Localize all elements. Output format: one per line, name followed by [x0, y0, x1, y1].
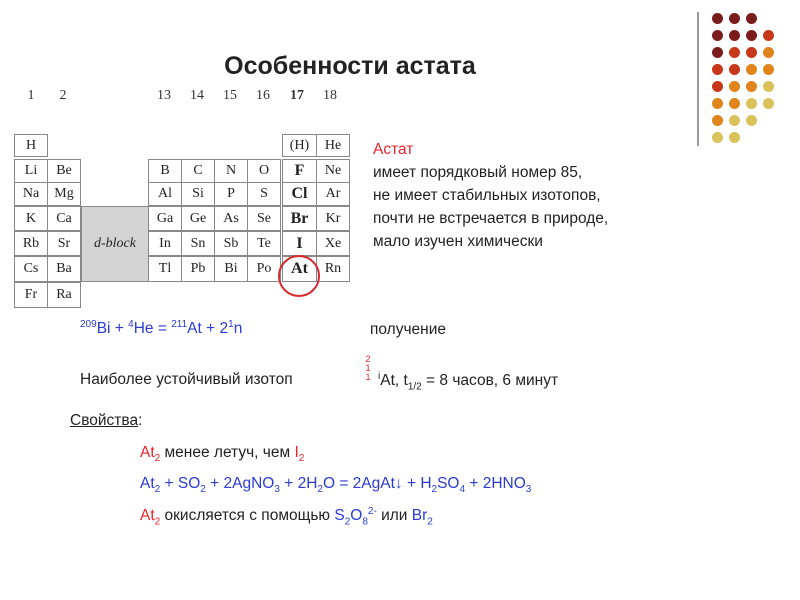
- term: + 2AgNO: [205, 475, 275, 492]
- subscript: 2: [427, 516, 433, 528]
- subscript: 1/2: [407, 381, 422, 393]
- group-number: 13: [157, 88, 171, 103]
- decor-dot: [746, 47, 757, 58]
- subscript: 2: [298, 453, 305, 465]
- decor-dot: [729, 30, 740, 41]
- symbol: n: [233, 320, 243, 338]
- properties-heading: [70, 412, 142, 430]
- description-block: [373, 138, 608, 253]
- element-cell: Rn: [316, 256, 350, 282]
- description-line: мало изучен химически: [373, 233, 543, 250]
- element-cell: Rb: [14, 231, 48, 256]
- symbol: Bi: [96, 320, 111, 338]
- element-cell: Si: [181, 182, 215, 206]
- element-cell: Se: [247, 206, 281, 231]
- mass-number: 209: [80, 319, 97, 330]
- element-cell: Sr: [47, 231, 81, 256]
- element-cell: Ga: [148, 206, 182, 231]
- symbol: At: [140, 507, 155, 525]
- element-cell: Al: [148, 182, 182, 206]
- subscript: 2: [154, 484, 161, 496]
- element-cell: B: [148, 159, 182, 183]
- reaction-label: получение: [370, 321, 447, 338]
- element-cell: H: [14, 134, 48, 157]
- decor-dot: [712, 64, 723, 75]
- digit: 1: [365, 363, 371, 373]
- element-cell: C: [181, 159, 215, 183]
- decor-dot: [763, 64, 774, 75]
- text: менее летуч, чем: [160, 444, 295, 461]
- group-number: 15: [223, 88, 237, 103]
- decor-dot: [746, 98, 757, 109]
- subscript: 2: [431, 484, 438, 496]
- page-title: Особенности астата: [224, 52, 476, 80]
- heading: Свойства: [70, 412, 139, 429]
- symbol: I: [294, 444, 299, 461]
- subscript: 8: [362, 516, 368, 528]
- decor-dot: [763, 30, 774, 41]
- decor-dot: [729, 13, 740, 24]
- term: SO: [437, 475, 460, 492]
- subscript: 2: [344, 516, 351, 528]
- mass-number: 1: [228, 319, 234, 330]
- element-cell-astatine: At: [282, 256, 317, 282]
- decor-dot: [746, 81, 757, 92]
- property-line-3: [140, 506, 433, 527]
- element-cell: He: [316, 134, 350, 157]
- group-number: 1: [27, 88, 35, 103]
- digit: 1: [365, 372, 371, 382]
- isotope-formula: $^i$At, $t_{1/2} = 8$ часов, 6 минут: [378, 371, 559, 393]
- term: + 2H: [279, 475, 318, 492]
- operator: + 2: [201, 320, 229, 338]
- property-line-2-equation: [140, 475, 531, 495]
- element-cell: Tl: [148, 256, 182, 282]
- group-number: 17: [290, 88, 304, 103]
- element-cell: Na: [14, 182, 48, 206]
- isotope-text: Наиболее устойчивый изотоп: [80, 371, 293, 388]
- decor-dot: [712, 13, 723, 24]
- decor-dot: [729, 81, 740, 92]
- subscript: 3: [274, 484, 280, 496]
- subscript: 4: [459, 484, 466, 496]
- decor-dot: [729, 98, 740, 109]
- element-cell: I: [282, 231, 317, 256]
- decor-dot: [763, 81, 774, 92]
- element-cell: Cl: [282, 182, 317, 206]
- symbol: At: [187, 320, 202, 338]
- element-cell: Po: [247, 256, 281, 282]
- element-cell: Ca: [47, 206, 81, 231]
- symbol: S: [334, 507, 345, 525]
- element-cell: Mg: [47, 182, 81, 206]
- element-cell: N: [214, 159, 248, 183]
- decor-dot: [746, 64, 757, 75]
- element-cell: Sn: [181, 231, 215, 256]
- description-heading: Астат: [373, 141, 414, 158]
- group-number: 14: [190, 88, 204, 103]
- element-cell: K: [14, 206, 48, 231]
- decor-dot: [729, 64, 740, 75]
- half-life-symbol: t: [403, 372, 408, 390]
- element-cell: O: [247, 159, 281, 183]
- element-cell: Cs: [14, 256, 48, 282]
- element-cell: Bi: [214, 256, 248, 282]
- decor-dot: [712, 81, 723, 92]
- element-cell: Sb: [214, 231, 248, 256]
- element-cell: Te: [247, 231, 281, 256]
- subscript: 2: [317, 484, 323, 496]
- operator: +: [110, 320, 129, 338]
- decor-dot: [729, 132, 740, 143]
- description-line: не имеет стабильных изотопов,: [373, 187, 601, 204]
- term: + 2HNO: [465, 475, 526, 492]
- astatine-highlight-circle: [278, 255, 320, 297]
- element-cell: Xe: [316, 231, 350, 256]
- description-line: имеет порядковый номер 85,: [373, 164, 583, 181]
- decor-dot: [763, 98, 774, 109]
- symbol: At: [380, 372, 395, 390]
- term: O = 2AgAt↓ + H: [322, 475, 432, 492]
- text: или: [376, 507, 412, 525]
- mass-number: 4: [128, 319, 134, 330]
- description-line: почти не встречается в природе,: [373, 210, 609, 227]
- decor-dot: [712, 47, 723, 58]
- group-number: 2: [59, 88, 67, 103]
- d-block-region: d-block: [81, 206, 149, 282]
- decor-dot: [746, 13, 757, 24]
- decor-dot: [746, 115, 757, 126]
- element-cell: Ne: [316, 159, 350, 183]
- element-cell: Ar: [316, 182, 350, 206]
- half-life-value: = 8 часов, 6 минут: [421, 372, 559, 390]
- decor-dot: [763, 47, 774, 58]
- decor-dot: [712, 98, 723, 109]
- element-cell: Li: [14, 159, 48, 183]
- property-line-1: [140, 444, 304, 464]
- element-cell: (H): [282, 134, 317, 157]
- element-cell: In: [148, 231, 182, 256]
- element-cell: As: [214, 206, 248, 231]
- subscript: 2: [154, 516, 161, 528]
- element-cell: Ge: [181, 206, 215, 231]
- group-number: 16: [256, 88, 270, 103]
- subscript: 3: [525, 484, 532, 496]
- element-cell: Br: [282, 206, 317, 231]
- term: At: [140, 475, 155, 492]
- element-cell: S: [247, 182, 281, 206]
- symbol: O: [350, 507, 363, 525]
- element-cell: Kr: [316, 206, 350, 231]
- subscript: 2: [200, 484, 206, 496]
- decor-dot: [729, 47, 740, 58]
- element-cell: P: [214, 182, 248, 206]
- element-cell: Be: [47, 159, 81, 183]
- element-cell: Pb: [181, 256, 215, 282]
- decor-dot: [729, 115, 740, 126]
- element-cell: F: [282, 159, 317, 183]
- decor-dot: [712, 30, 723, 41]
- decor-dot: [746, 30, 757, 41]
- element-cell: Ra: [47, 282, 81, 308]
- symbol: At: [140, 444, 155, 461]
- isotope-mass-number: [363, 355, 373, 382]
- term: + SO: [160, 475, 201, 492]
- decor-dot: [712, 115, 723, 126]
- group-number: 18: [323, 88, 337, 103]
- colon: :: [138, 412, 143, 429]
- subscript: 2: [154, 453, 161, 465]
- mass-number: 211: [171, 319, 188, 330]
- operator: =: [153, 320, 172, 338]
- symbol: Br: [411, 507, 428, 525]
- nuclear-reaction: [80, 319, 242, 338]
- text: окисляется с помощью: [160, 507, 335, 525]
- element-cell: Fr: [14, 282, 48, 308]
- digit: 2: [365, 354, 371, 364]
- superscript: 2-: [367, 506, 377, 517]
- symbol: He: [133, 320, 154, 338]
- element-cell: Ba: [47, 256, 81, 282]
- decor-dot: [712, 132, 723, 143]
